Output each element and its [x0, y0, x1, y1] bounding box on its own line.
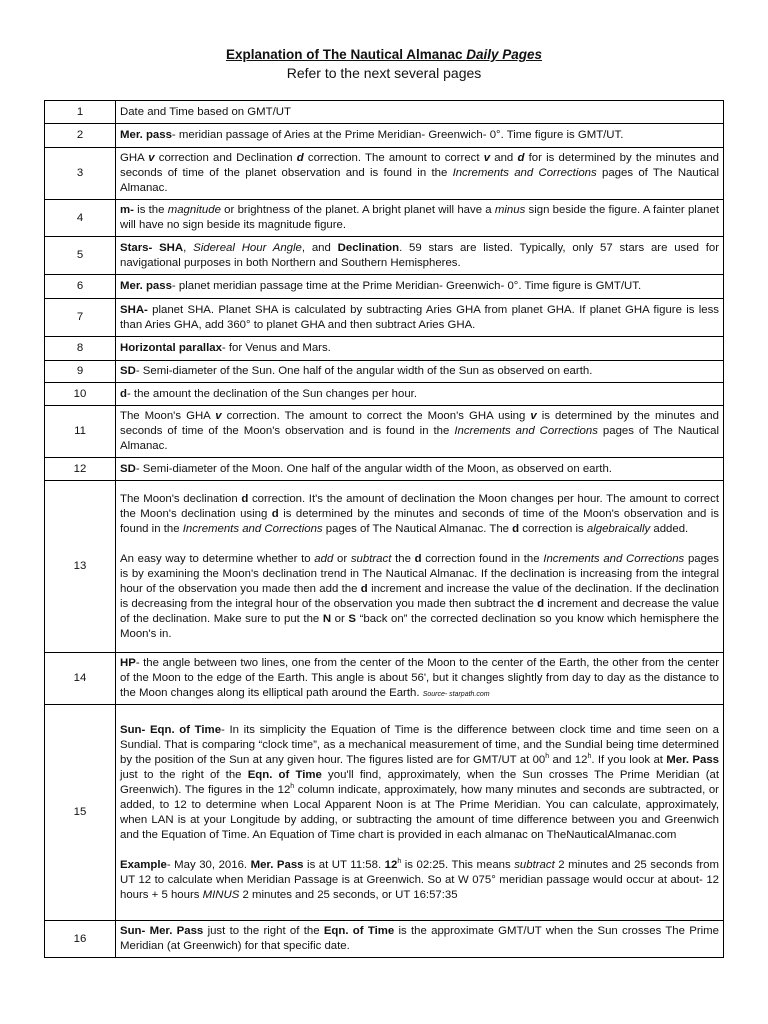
- table-row: [45, 921, 724, 958]
- row-text: Mer. pass- meridian passage of Aries at the Prime Meridian- Greenwich- 0°. Time figure is GMT/UT.: [116, 124, 724, 148]
- row-text: The Moon's GHA v correction. The amount to correct the Moon's GHA using v is determined by the minutes and seconds of time of the Moon's observation and is found in the Increments and Corrections pages of The Nautical Almanac.: [116, 406, 724, 458]
- table-row: [45, 383, 724, 406]
- row-number: 5: [45, 237, 116, 275]
- row-number: 12: [45, 458, 116, 481]
- paragraph: An easy way to determine whether to add or subtract the d correction found in the Increments and Corrections pages is by examining the Moon's declination trend in The Nautical Almanac. If the declination is increasing from the integral hour of the observation you made then add the d increment and increase the value of the declination. If the declination is decreasing from the integral hour of the observation you made then subtract the d increment and decrease the value of the declination. Make sure to put the N or S “back on” the corrected declination so you know which hemisphere the Moon's in.: [120, 552, 719, 640]
- table-row: [45, 705, 724, 921]
- table-row: [45, 481, 724, 653]
- row-text: m- is the magnitude or brightness of the planet. A bright planet will have a minus sign beside the figure. A fainter planet will have no sign beside its magnitude figure.: [116, 200, 724, 237]
- title-text: Explanation of The Nautical Almanac: [225, 47, 467, 62]
- table-row: [45, 653, 724, 705]
- row-text: HP- the angle between two lines, one from the center of the Moon to the center of the Earth, the other from the center of the Moon to the edge of the Earth. This angle is about 56', but it changes slightly from day to day as the distance to the Moon changes along its elliptical path around the Earth. Source- starpath.com: [116, 653, 724, 705]
- row-number: 4: [45, 200, 116, 237]
- row-text: Sun- Mer. Pass just to the right of the Eqn. of Time is the approximate GMT/UT when the Sun crosses The Prime Meridian (at Greenwich) for that specific date.: [116, 921, 724, 958]
- page-title: [0, 46, 768, 64]
- table-row: [45, 299, 724, 337]
- row-number: 9: [45, 361, 116, 383]
- paragraph: Sun- Eqn. of Time- In its simplicity the Equation of Time is the difference between clock time and time seen on a Sundial. That is comparing “clock time”, as a mechanical measurement of time, and the Sundial being time determined by the position of the Sun at any given hour. The figures listed are for GMT/UT at 00$^h$ and 12$^h$. If you look at Mer. Pass just to the right of the Eqn. of Time you'll find, approximately, when the Sun crosses The Prime Meridian (at Greenwich). The figures in the 12$^h$ column indicate, approximately, how many minutes and seconds are subtracted, or added, to 12 to determine when Local Apparent Noon is at The Prime Meridian. You can calculate, approximately, when LAN is at your Longitude by adding, or subtracting the amount of time difference between you and Greenwich and the Equation of Time. An Equation of Time chart is provided in each almanac on TheNauticalAlmanac.com: [120, 723, 720, 841]
- row-text: [116, 705, 724, 921]
- row-number: 6: [45, 275, 116, 299]
- table-row: [45, 200, 724, 237]
- row-text: Horizontal parallax- for Venus and Mars.: [116, 337, 724, 361]
- row-text: SHA- planet SHA. Planet SHA is calculated by subtracting Aries GHA from planet GHA. If planet GHA figure is less than Aries GHA, add 360° to planet GHA and then subtract Aries GHA.: [116, 299, 724, 337]
- row-text: Date and Time based on GMT/UT: [116, 101, 724, 124]
- paragraph: The Moon's declination d correction. It's the amount of declination the Moon changes per hour. The amount to correct the Moon's declination using d is determined by the minutes and seconds of time of the Moon's observation and is found in the Increments and Corrections pages of The Nautical Almanac. The d correction is algebraically added.: [120, 492, 719, 535]
- row-text: Stars- SHA, Sidereal Hour Angle, and Declination. 59 stars are listed. Typically, only 57 stars are used for navigational purposes in both Northern and Southern Hemispheres.: [116, 237, 724, 275]
- row-number: 15: [45, 705, 116, 921]
- explanation-table: [44, 100, 724, 958]
- table-row: [45, 458, 724, 481]
- table-row: [45, 237, 724, 275]
- source-note: Source- starpath.com: [422, 690, 490, 698]
- row-number: 11: [45, 406, 116, 458]
- row-text: SD- Semi-diameter of the Sun. One half of the angular width of the Sun as observed on earth.: [116, 361, 724, 383]
- table-row: [45, 406, 724, 458]
- row-number: 8: [45, 337, 116, 361]
- row-text: GHA v correction and Declination d correction. The amount to correct v and d for is determined by the minutes and seconds of time of the planet observation and is found in the Increments and Corrections pages of The Nautical Almanac.: [116, 148, 724, 200]
- page-subtitle: Refer to the next several pages: [286, 65, 482, 81]
- row-number: 16: [45, 921, 116, 958]
- row-number: 13: [45, 481, 116, 653]
- table-row: [45, 337, 724, 361]
- title-italic: Daily Pages: [466, 47, 543, 62]
- table-row: [45, 361, 724, 383]
- row-text: d- the amount the declination of the Sun changes per hour.: [116, 383, 724, 406]
- row-number: 10: [45, 383, 116, 406]
- row-text: [116, 481, 724, 653]
- table-row: [45, 148, 724, 200]
- row-number: 2: [45, 124, 116, 148]
- table-row: [45, 124, 724, 148]
- row-number: 14: [45, 653, 116, 705]
- table-row: [45, 275, 724, 299]
- row-text: SD- Semi-diameter of the Moon. One half of the angular width of the Moon, as observed on earth.: [116, 458, 724, 481]
- row-text: Mer. pass- planet meridian passage time at the Prime Meridian- Greenwich- 0°. Time figure is GMT/UT.: [116, 275, 724, 299]
- row-number: 1: [45, 101, 116, 124]
- table-row: [45, 101, 724, 124]
- row-number: 3: [45, 148, 116, 200]
- paragraph: Example- May 30, 2016. Mer. Pass is at UT 11:58. 12$^h$ is 02:25. This means subtract 2 minutes and 25 seconds from UT 12 to calculate when Meridian Passage is at Greenwich. So at W 075° meridian passage would occur at about- 12 hours + 5 hours MINUS 2 minutes and 25 seconds, or UT 16:57:35: [120, 857, 719, 901]
- row-number: 7: [45, 299, 116, 337]
